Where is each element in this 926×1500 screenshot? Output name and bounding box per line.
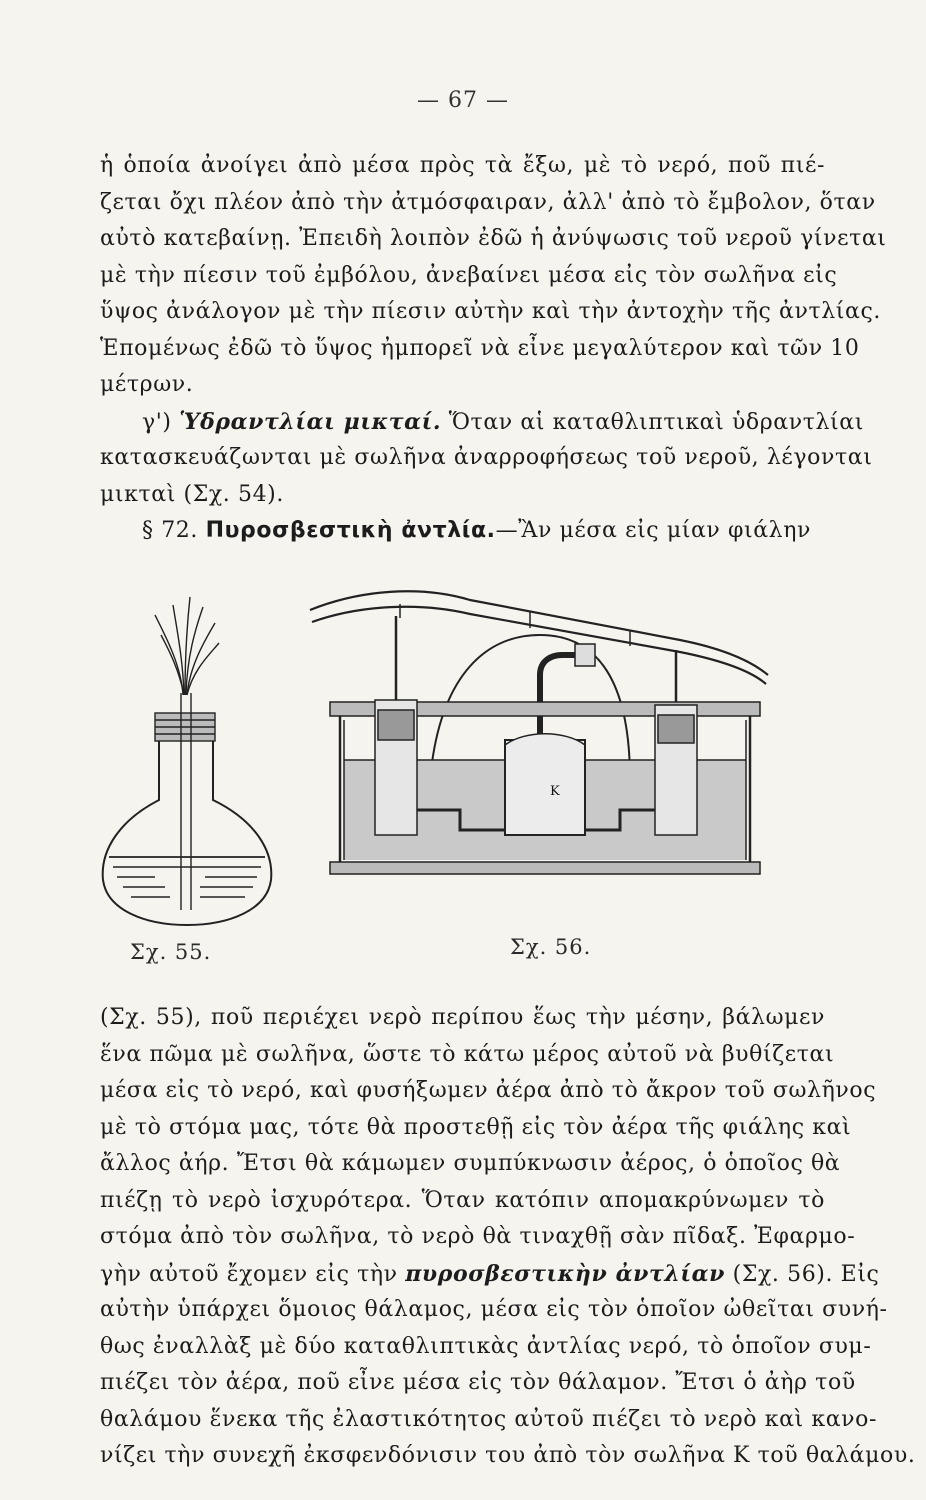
section-c-heading-line — [100, 404, 864, 441]
flask-figure — [95, 585, 280, 925]
text-line: στόμα ἀπὸ τὸν σωλῆνα, τὸ νερὸ θὰ τιναχθῇ σὰν πῖδαξ. Ἐφαρμο- — [100, 1224, 856, 1249]
text-line: κατασκευάζωνται μὲ σωλῆνα ἀναρροφήσεως τοῦ νεροῦ, λέγονται — [100, 445, 873, 470]
text-line: θως ἐναλλὰξ μὲ δύο καταθλιπτικὰς ἀντλίας νερό, τὸ ὁποῖον συμ- — [100, 1333, 872, 1359]
text-line: αὐτὸ κατεβαίνῃ. Ἐπειδὴ λοιπὸν ἐδῶ ἡ ἀνύψωσις τοῦ νεροῦ γίνεται — [100, 226, 887, 251]
text-line: μὲ τὴν πίεσιν τοῦ ἐμβόλου, ἀνεβαίνει μέσα εἰς τὸν σωλῆνα εἰς — [100, 262, 838, 288]
bottom-text-block — [100, 1000, 916, 1475]
section-c-heading: Ὑδραντλίαι μικταί. — [179, 408, 442, 435]
bold-line-before: γὴν αὐτοῦ ἔχομεν εἰς τὴν — [100, 1261, 398, 1287]
bold-line-after: (Σχ. 56). Εἰς — [732, 1261, 880, 1287]
text-line: ἄλλος ἀήρ. Ἔτσι θὰ κάμωμεν συμπύκνωσιν ἀέρος, ὁ ὁποῖος θὰ — [100, 1151, 841, 1176]
page-number: — 67 — — [417, 88, 509, 113]
text-line-with-bold — [100, 1256, 880, 1293]
chamber-label: K — [550, 784, 560, 799]
text-line: μέσα εἰς τὸ νερό, καὶ φυσήξωμεν ἀέρα ἀπὸ τὸ ἄκρον τοῦ σωλῆνος — [100, 1078, 877, 1103]
text-line: (Σχ. 55), ποῦ περιέχει νερὸ περίπου ἕως τὴν μέσην, βάλωμεν — [100, 1005, 825, 1030]
text-line: πιέζει τὸν ἀέρα, ποῦ εἶνε μέσα εἰς τὸν θάλαμον. Ἔτσι ὁ ἀὴρ τοῦ — [100, 1370, 856, 1395]
text-line: πιέζῃ τὸ νερὸ ἰσχυρότερα. Ὅταν κατόπιν απομακρύνωμεν τὸ — [100, 1187, 825, 1213]
top-text-block — [100, 148, 887, 550]
section-72-heading: Πυροσβεστικὴ ἀντλία. — [205, 518, 496, 543]
text-line: ἡ ὁποία ἀνοίγει ἀπὸ μέσα πρὸς τὰ ἔξω, μὲ τὸ νερό, ποῦ πιέ- — [100, 153, 825, 178]
figure-55-caption: Σχ. 55. — [130, 940, 212, 964]
section-72-heading-line — [100, 513, 825, 550]
text-line: αὐτὴν ὑπάρχει ὅμοιος θάλαμος, μέσα εἰς τὸν ὁποῖον ὠθεῖται συνή- — [100, 1297, 888, 1322]
section-c-text: Ὅταν αἱ καταθλιπτικαὶ ὑδραντλίαι — [448, 409, 864, 435]
text-line: ὕψος ἀνάλογον μὲ τὴν πίεσιν αὐτὴν καὶ τὴν ἀντοχὴν τῆς ἀντλίας. — [100, 299, 881, 324]
section-c-prefix: γ') — [142, 409, 172, 435]
text-line: Ἑπομένως ἐδῶ τὸ ὕψος ἠμπορεῖ νὰ εἶνε μεγαλύτερον καὶ τῶν 10 — [100, 335, 860, 361]
text-line: μικταὶ (Σχ. 54). — [100, 481, 284, 507]
bold-term: πυροσβεστικὴν ἀντλίαν — [405, 1260, 726, 1287]
text-line: μέτρων. — [100, 372, 194, 397]
section-72-number: § 72. — [142, 518, 198, 543]
text-line: ζεται ὄχι πλέον ἀπὸ τὴν ἀτμόσφαιραν, ἀλλ' ἀπὸ τὸ ἔμβολον, ὅταν — [100, 189, 876, 215]
fire-pump-figure — [300, 580, 770, 880]
text-line: νίζει τὴν συνεχῆ ἐκσφενδόνισιν του ἀπὸ τὸν σωλῆνα K τοῦ θαλάμου. — [100, 1443, 916, 1468]
figure-56-caption: Σχ. 56. — [510, 935, 592, 959]
text-line: ἕνα πῶμα μὲ σωλῆνα, ὥστε τὸ κάτω μέρος αὐτοῦ νὰ βυθίζεται — [100, 1041, 835, 1067]
text-line: μὲ τὸ στόμα μας, τότε θὰ προστεθῇ εἰς τὸν ἀέρα τῆς φιάλης καὶ — [100, 1114, 852, 1140]
section-72-text: —Ἂν μέσα εἰς μίαν φιάλην — [495, 518, 811, 543]
text-line: θαλάμου ἕνεκα τῆς ἐλαστικότητος αὐτοῦ πιέζει τὸ νερὸ καὶ κανο- — [100, 1406, 878, 1432]
